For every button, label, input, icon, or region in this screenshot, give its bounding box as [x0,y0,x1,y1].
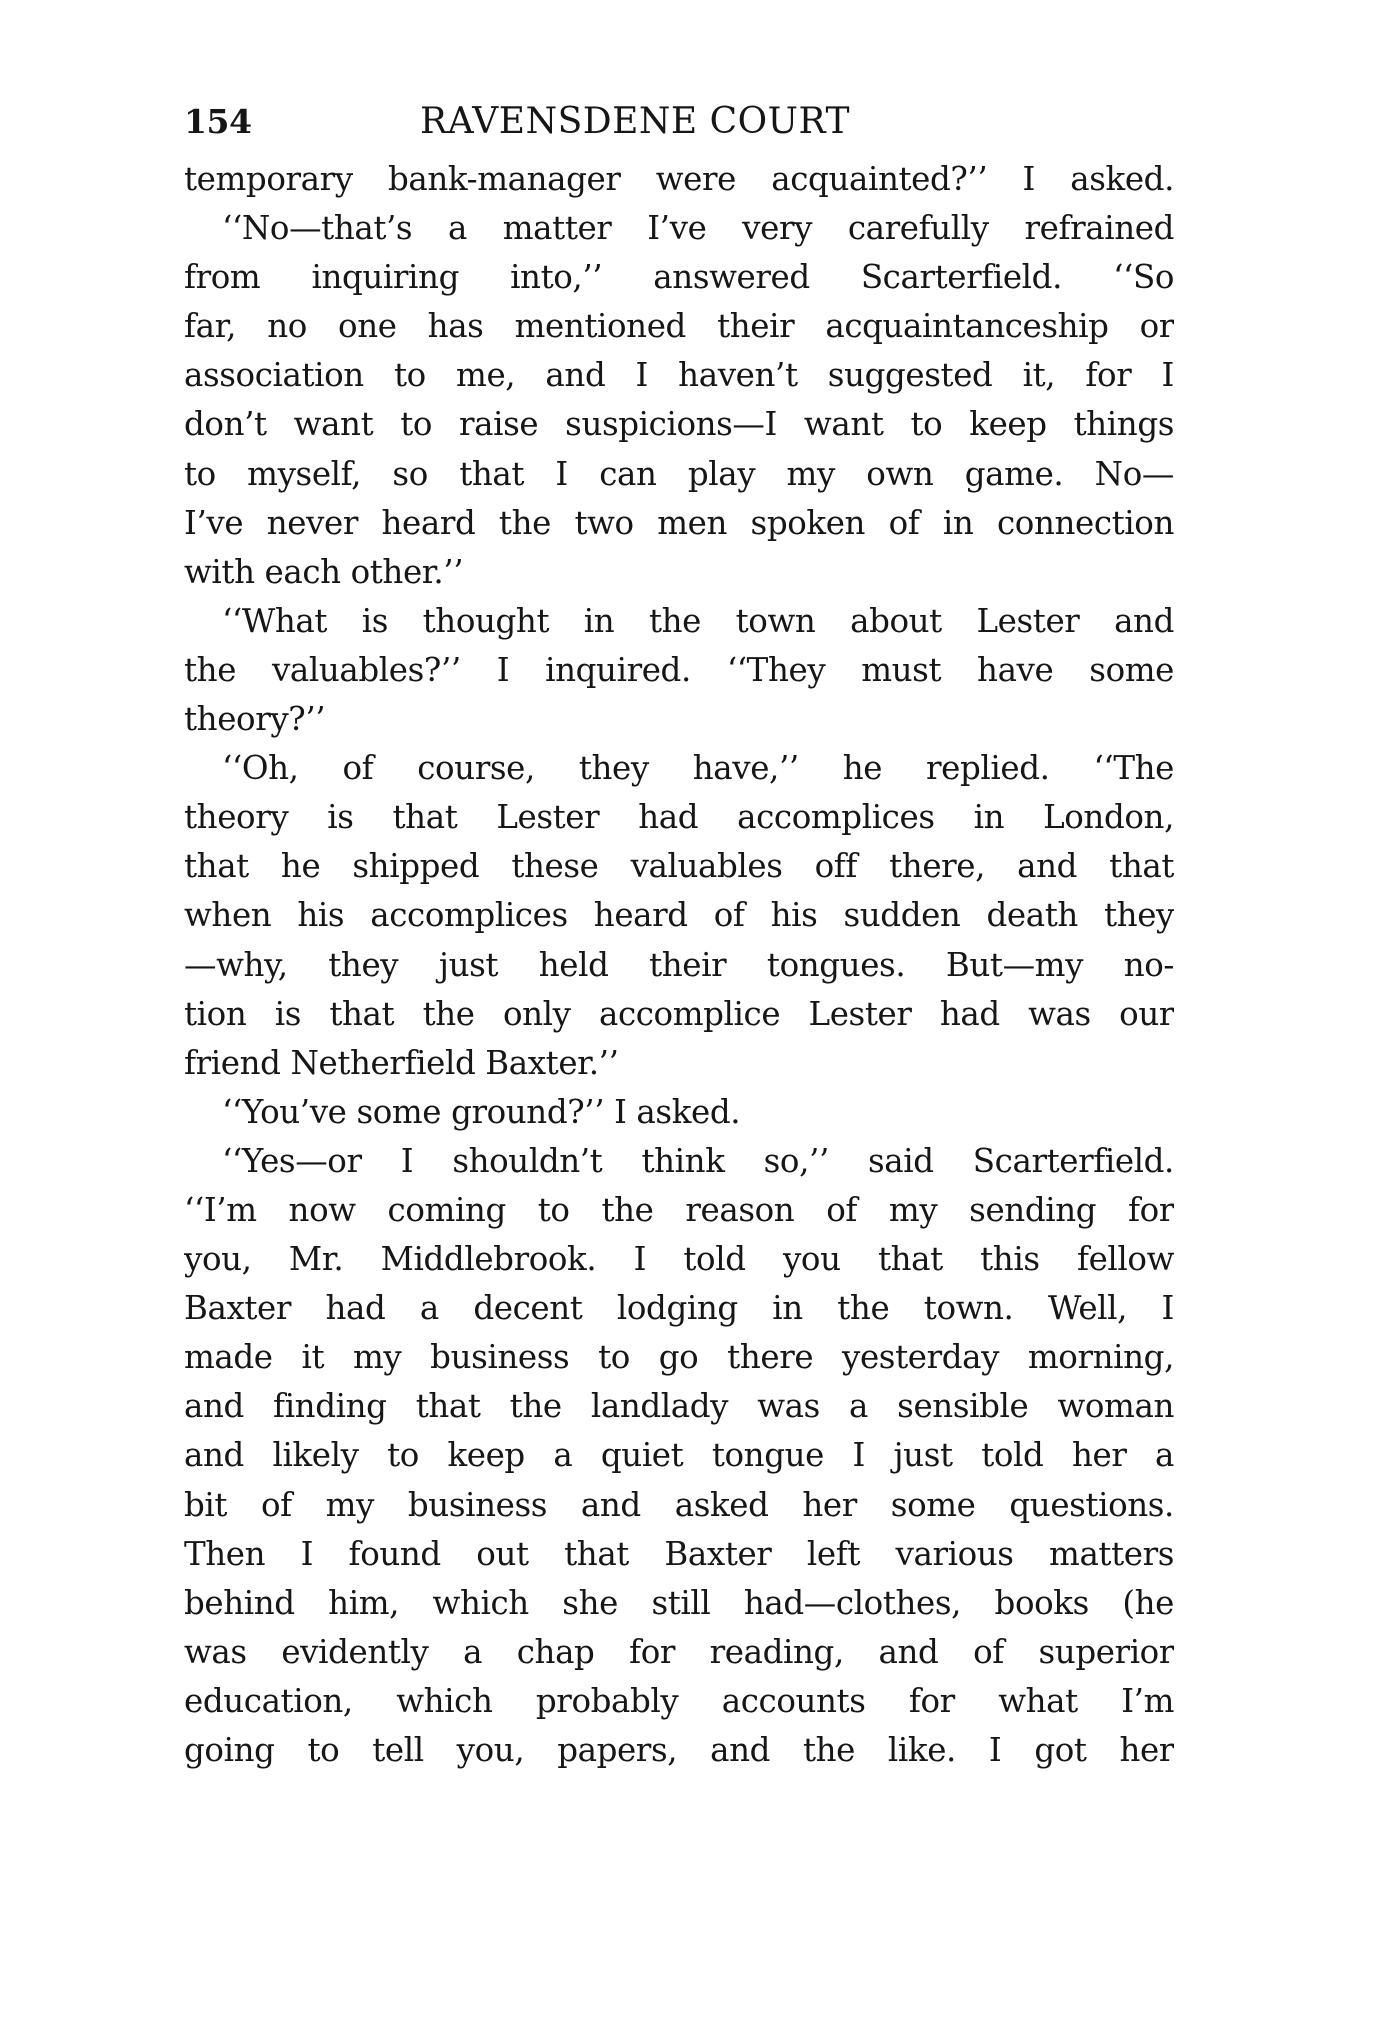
text-line: ‘‘What is thought in the town about Lester and [222,601,1174,640]
text-line: Then I found out that Baxter left various matters [184,1534,1174,1573]
text-line: theory is that Lester had accomplices in London, [184,798,1174,837]
text-line: to myself, so that I can play my own game. No— [184,454,1174,493]
text-line: tion is that the only accomplice Lester had was our [184,994,1174,1033]
text-line: far, no one has mentioned their acquaintanceship or [184,307,1174,346]
text-line: when his accomplices heard of his sudden death they [184,896,1174,935]
text-line: with each other.’’ [184,552,464,591]
text-line: —why, they just held their tongues. But—my no- [184,945,1174,984]
text-line: temporary bank-manager were acquainted?’’ I asked. [184,160,1174,198]
text-line: made it my business to go there yesterday morning, [184,1338,1174,1377]
text-line: and likely to keep a quiet tongue I just told her a [184,1436,1174,1475]
text-line: friend Netherfield Baxter.’’ [184,1043,619,1082]
text-line: ‘‘Yes—or I shouldn’t think so,’’ said Scarterfield. [222,1141,1174,1180]
text-line: that he shipped these valuables off there, and that [184,847,1174,886]
text-line: I’ve never heard the two men spoken of in connection [184,503,1174,542]
text-line: from inquiring into,’’ answered Scarterfield. ‘‘So [184,258,1174,297]
text-line: association to me, and I haven’t suggested it, for I [184,356,1174,395]
text-line: education, which probably accounts for what I’m [184,1681,1174,1720]
text-line: ‘‘I’m now coming to the reason of my sending for [184,1190,1174,1229]
text-line: you, Mr. Middlebrook. I told you that this fellow [184,1240,1174,1279]
text-line: behind him, which she still had—clothes, books (he [184,1583,1174,1622]
text-line: ‘‘You’ve some ground?’’ I asked. [222,1092,741,1131]
text-line: the valuables?’’ I inquired. ‘‘They must have some [184,650,1174,689]
body-text [184,155,1174,1775]
text-line: was evidently a chap for reading, and of superior [184,1632,1174,1671]
page-text-block [184,96,1174,1775]
text-line: don’t want to raise suspicions—I want to keep things [184,405,1174,444]
running-title: RAVENSDENE COURT [420,101,850,142]
text-line: bit of my business and asked her some questions. [184,1485,1174,1524]
text-line: and finding that the landlady was a sensible woman [184,1387,1174,1426]
text-line: Baxter had a decent lodging in the town. Well, I [184,1289,1174,1328]
text-line: theory?’’ [184,700,326,739]
text-line: ‘‘Oh, of course, they have,’’ he replied. ‘‘The [222,749,1174,788]
text-line: ‘‘No—that’s a matter I’ve very carefully refrained [222,209,1174,248]
text-line: going to tell you, papers, and the like. I got her [184,1731,1174,1769]
page-header [184,96,1174,148]
page-number: 154 [184,102,252,141]
